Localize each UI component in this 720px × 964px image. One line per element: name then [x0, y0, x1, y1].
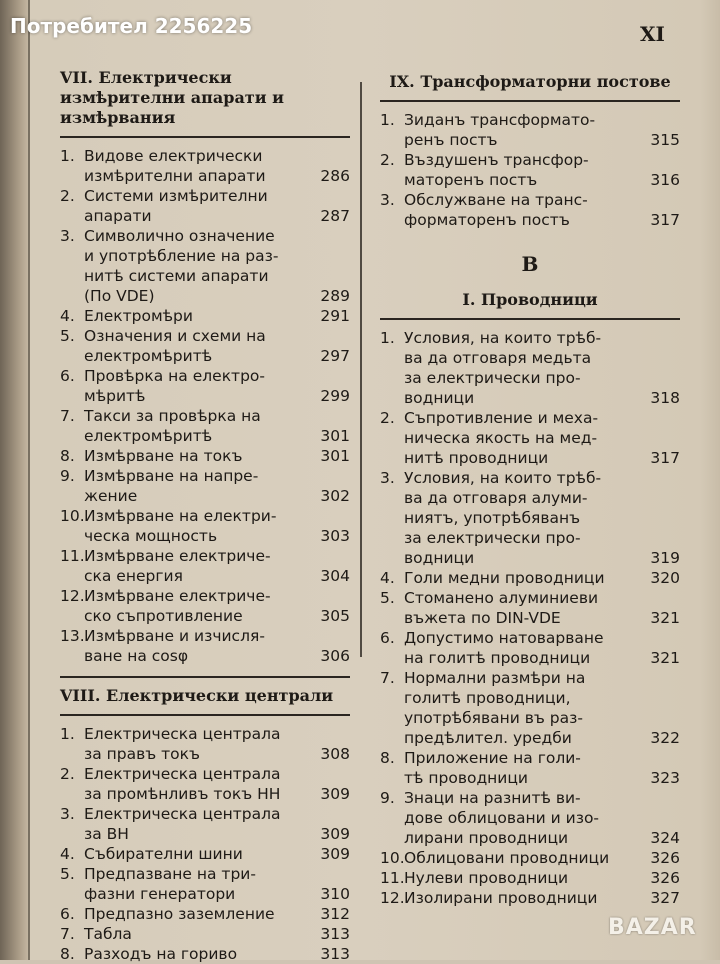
entry-text-wrap [404, 110, 680, 150]
entry-number: 12. [380, 889, 405, 907]
entry-page: 320 [650, 569, 680, 587]
entry-number: 3. [380, 469, 395, 487]
entry-text-wrap [84, 466, 350, 506]
entry-page: 287 [320, 207, 350, 225]
section-rule [380, 100, 680, 102]
entry-page: 323 [650, 769, 680, 787]
toc-entry [60, 546, 350, 586]
entry-text: Облицовани проводници [404, 849, 610, 867]
toc-entry [60, 406, 350, 446]
toc-entry [60, 186, 350, 226]
toc-entry [60, 724, 350, 764]
entry-text-wrap [84, 406, 350, 446]
entry-number: 6. [60, 367, 75, 385]
section-ix-list [380, 110, 680, 230]
toc-entry [60, 904, 350, 924]
entry-number: 8. [60, 447, 75, 465]
entry-text-wrap [84, 764, 350, 804]
entry-text-wrap [404, 888, 680, 908]
entry-page: 319 [650, 549, 680, 567]
bazar-logo: BAZAR [608, 915, 697, 940]
user-watermark: Потребител 2256225 [10, 14, 253, 38]
entry-text: Разходъ на гориво [84, 945, 238, 963]
entry-text-wrap [84, 626, 350, 666]
entry-number: 4. [60, 845, 75, 863]
entry-text-wrap [84, 844, 350, 864]
toc-entry [60, 804, 350, 844]
entry-page: 310 [320, 885, 350, 903]
entry-text-wrap [404, 788, 680, 848]
entry-page: 322 [650, 729, 680, 747]
section-title-i: I. Проводници [462, 290, 598, 309]
entry-text-wrap [84, 546, 350, 586]
entry-text-wrap [84, 724, 350, 764]
entry-page: 309 [320, 845, 350, 863]
entry-page: 318 [650, 389, 680, 407]
entry-page: 313 [320, 945, 350, 963]
entry-text-wrap [404, 848, 680, 868]
toc-entry [60, 626, 350, 666]
toc-entry [60, 146, 350, 186]
toc-entry [380, 190, 680, 230]
entry-text: Голи медни проводници [404, 569, 605, 587]
toc-entry [60, 586, 350, 626]
entry-number: 2. [60, 765, 75, 783]
toc-entry [380, 150, 680, 190]
entry-text-wrap [84, 586, 350, 626]
toc-entry [380, 668, 680, 748]
entry-page: 324 [650, 829, 680, 847]
entry-number: 5. [60, 865, 75, 883]
entry-number: 2. [380, 409, 395, 427]
entry-text-wrap [404, 408, 680, 468]
page-edge-line [28, 0, 30, 960]
entry-text: Табла [84, 925, 132, 943]
toc-entry [380, 468, 680, 568]
entry-text: Измѣрване електриче- ска енергия [84, 547, 271, 585]
entry-number: 5. [380, 589, 395, 607]
toc-entry [380, 568, 680, 588]
toc-entry [380, 868, 680, 888]
entry-text: Измѣрване на токъ [84, 447, 243, 465]
entry-page: 316 [650, 171, 680, 189]
toc-entry [60, 864, 350, 904]
entry-number: 7. [380, 669, 395, 687]
entry-text: Електромѣри [84, 307, 193, 325]
entry-text-wrap [84, 944, 350, 964]
entry-number: 4. [380, 569, 395, 587]
entry-text: Такси за провѣрка на електромѣритѣ [84, 407, 261, 445]
entry-number: 5. [60, 327, 75, 345]
entry-text: Нулеви проводници [404, 869, 569, 887]
section-viii-list [60, 724, 350, 964]
entry-text-wrap [84, 904, 350, 924]
entry-text: Измѣрване на електри- ческа мощность [84, 507, 277, 545]
entry-page: 326 [650, 869, 680, 887]
entry-page: 321 [650, 649, 680, 667]
entry-text-wrap [84, 186, 350, 226]
entry-text: Условия, на които трѣб- ва да отговаря алуми- ниятъ, употрѣбяванъ за електрически про- водници [404, 469, 602, 567]
toc-entry [60, 306, 350, 326]
entry-number: 7. [60, 925, 75, 943]
entry-page: 312 [320, 905, 350, 923]
section-title-vii: VII. Електрически измѣрителни апарати и измѣрвания [60, 68, 285, 127]
toc-entry [380, 748, 680, 788]
section-title-viii: VIII. Електрически централи [60, 686, 334, 705]
entry-text: Зиданъ трансформато- ренъ постъ [404, 111, 596, 149]
entry-text: Системи измѣрителни апарати [84, 187, 268, 225]
entry-number: 1. [380, 111, 395, 129]
toc-entry [380, 848, 680, 868]
toc-entry [380, 408, 680, 468]
entry-page: 289 [320, 287, 350, 305]
entry-text: Означения и схеми на електромѣритѣ [84, 327, 266, 365]
toc-entry [60, 326, 350, 366]
section-title-ix: IX. Трансформаторни постове [389, 72, 671, 91]
entry-text: Допустимо натоварване на голитѣ проводници [404, 629, 604, 667]
entry-page: 317 [650, 449, 680, 467]
entry-page: 304 [320, 567, 350, 585]
entry-text-wrap [404, 868, 680, 888]
entry-number: 11. [380, 869, 405, 887]
entry-text-wrap [84, 924, 350, 944]
entry-page: 315 [650, 131, 680, 149]
entry-text: Предпазно заземление [84, 905, 275, 923]
toc-entry [60, 226, 350, 306]
entry-page: 286 [320, 167, 350, 185]
section-rule [60, 714, 350, 716]
entry-number: 3. [380, 191, 395, 209]
section-vii-list [60, 146, 350, 666]
entry-number: 1. [380, 329, 395, 347]
entry-page: 301 [320, 427, 350, 445]
entry-number: 8. [60, 945, 75, 963]
column-divider [360, 82, 362, 657]
entry-number: 10. [380, 849, 405, 867]
entry-text-wrap [84, 306, 350, 326]
entry-page: 321 [650, 609, 680, 627]
entry-text: Измѣрване и изчисля- ване на cosφ [84, 627, 265, 665]
entry-text-wrap [404, 628, 680, 668]
entry-text: Измѣрване на напре- жение [84, 467, 259, 505]
entry-text: Нормални размѣри на голитѣ проводници, употрѣбявани въ раз- предѣлител. уредби [404, 669, 586, 747]
entry-text: Измѣрване електриче- ско съпротивление [84, 587, 271, 625]
toc-entry [60, 764, 350, 804]
page-number: XI [640, 22, 665, 46]
entry-text-wrap [84, 226, 350, 306]
section-i-list [380, 328, 680, 908]
entry-text-wrap [404, 328, 680, 408]
toc-entry [60, 506, 350, 546]
entry-text-wrap [404, 588, 680, 628]
entry-text-wrap [404, 668, 680, 748]
entry-text: Провѣрка на електро- мѣритѣ [84, 367, 265, 405]
entry-number: 13. [60, 627, 85, 645]
section-rule [380, 318, 680, 320]
toc-entry [60, 844, 350, 864]
entry-text-wrap [84, 864, 350, 904]
entry-text: Знаци на разнитѣ ви- дове облицовани и изо- лирани проводници [404, 789, 600, 847]
entry-text-wrap [84, 146, 350, 186]
entry-page: 306 [320, 647, 350, 665]
entry-text-wrap [404, 190, 680, 230]
part-letter: В [521, 252, 539, 276]
entry-number: 7. [60, 407, 75, 425]
entry-page: 326 [650, 849, 680, 867]
entry-text: Въздушенъ трансфор- маторенъ постъ [404, 151, 589, 189]
entry-text: Приложение на голи- тѣ проводници [404, 749, 581, 787]
entry-text-wrap [404, 748, 680, 788]
entry-number: 6. [60, 905, 75, 923]
entry-text-wrap [84, 804, 350, 844]
entry-number: 4. [60, 307, 75, 325]
entry-number: 10. [60, 507, 85, 525]
entry-number: 2. [60, 187, 75, 205]
entry-number: 6. [380, 629, 395, 647]
entry-page: 313 [320, 925, 350, 943]
entry-page: 309 [320, 825, 350, 843]
entry-text: Стоманено алуминиеви въжета по DIN-VDE [404, 589, 599, 627]
entry-page: 301 [320, 447, 350, 465]
entry-page: 291 [320, 307, 350, 325]
book-spine [0, 0, 30, 960]
entry-text: Обслужване на транс- форматоренъ постъ [404, 191, 588, 229]
toc-entry [60, 924, 350, 944]
entry-text: Изолирани проводници [404, 889, 598, 907]
entry-number: 8. [380, 749, 395, 767]
entry-page: 327 [650, 889, 680, 907]
toc-entry [380, 110, 680, 150]
left-column [60, 68, 350, 964]
entry-text: Електрическа централа за ВН [84, 805, 281, 843]
entry-text: Събирателни шини [84, 845, 243, 863]
entry-page: 309 [320, 785, 350, 803]
entry-number: 12. [60, 587, 85, 605]
entry-text-wrap [404, 568, 680, 588]
toc-entry [60, 944, 350, 964]
entry-number: 3. [60, 805, 75, 823]
entry-number: 9. [380, 789, 395, 807]
entry-number: 2. [380, 151, 395, 169]
toc-entry [60, 446, 350, 466]
entry-page: 302 [320, 487, 350, 505]
toc-entry [380, 628, 680, 668]
entry-text-wrap [84, 506, 350, 546]
toc-entry [60, 466, 350, 506]
entry-text-wrap [84, 446, 350, 466]
section-rule [60, 136, 350, 138]
toc-entry [380, 588, 680, 628]
entry-page: 317 [650, 211, 680, 229]
entry-text-wrap [404, 150, 680, 190]
entry-page: 303 [320, 527, 350, 545]
entry-text-wrap [84, 326, 350, 366]
entry-number: 1. [60, 725, 75, 743]
entry-page: 299 [320, 387, 350, 405]
entry-number: 3. [60, 227, 75, 245]
entry-text: Съпротивление и меха- ническа якость на мед- нитѣ проводници [404, 409, 599, 467]
entry-number: 9. [60, 467, 75, 485]
entry-text: Електрическа централа за правъ токъ [84, 725, 281, 763]
entry-number: 11. [60, 547, 85, 565]
toc-entry [60, 366, 350, 406]
section-rule [60, 676, 350, 678]
toc-entry [380, 788, 680, 848]
entry-number: 1. [60, 147, 75, 165]
right-column [380, 72, 680, 908]
entry-text: Условия, на които трѣб- ва да отговаря медьта за електрически про- водници [404, 329, 602, 407]
toc-entry [380, 328, 680, 408]
entry-page: 305 [320, 607, 350, 625]
entry-text: Символично означение и употрѣбление на раз- нитѣ системи апарати (По VDE) [84, 227, 279, 305]
toc-entry [380, 888, 680, 908]
entry-page: 308 [320, 745, 350, 763]
entry-text-wrap [84, 366, 350, 406]
entry-text: Електрическа централа за промѣнливъ токъ НН [84, 765, 281, 803]
entry-text: Предпазване на три- фазни генератори [84, 865, 256, 903]
entry-page: 297 [320, 347, 350, 365]
entry-text: Видове електрически измѣрителни апарати [84, 147, 266, 185]
entry-text-wrap [404, 468, 680, 568]
